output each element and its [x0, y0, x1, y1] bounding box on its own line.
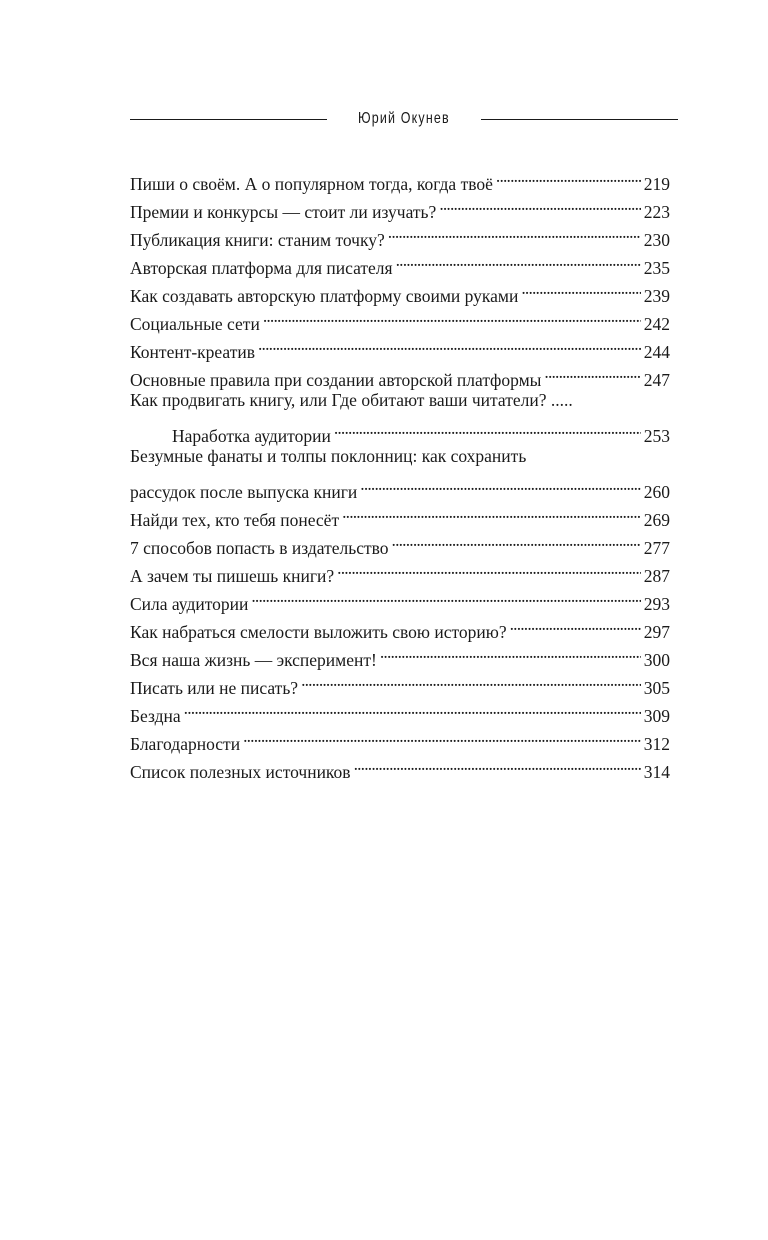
- toc-entry-title: Список полезных источников: [130, 762, 351, 782]
- dot-leader: [439, 190, 640, 218]
- dot-leader: [184, 694, 641, 722]
- running-header: [130, 104, 678, 134]
- toc-page-number: 269: [643, 510, 670, 530]
- toc-entry-title-continued: Наработка аудитории: [172, 426, 331, 446]
- toc-page-number: 309: [643, 706, 670, 726]
- toc-entry-line-2[interactable]: [130, 470, 670, 502]
- toc-entry-title: А зачем ты пишешь книги?: [130, 566, 335, 586]
- dot-leader: [396, 246, 641, 274]
- toc-page-number: 260: [643, 482, 670, 502]
- dot-leader: [510, 610, 641, 638]
- dot-leader: [301, 666, 641, 694]
- toc-entry-title: Социальные сети: [130, 314, 260, 334]
- dot-leader: [496, 162, 641, 190]
- toc-page-number: 277: [643, 538, 670, 558]
- toc-entry-title: Как набраться смелости выложить свою историю?: [130, 622, 507, 642]
- toc-entry-line-1[interactable]: [130, 386, 670, 414]
- toc-page-number: 242: [643, 314, 670, 334]
- toc-entry-title-continued: рассудок после выпуска книги: [130, 482, 358, 502]
- dot-leader: [258, 330, 641, 358]
- toc-entry-title: 7 способов попасть в издательство: [130, 538, 389, 558]
- toc-entry-line-2[interactable]: [130, 414, 670, 446]
- toc-page-number: 314: [643, 762, 670, 782]
- toc-page-number: 235: [643, 258, 670, 278]
- toc-page-number: 297: [643, 622, 670, 642]
- toc-page-number: 247: [643, 370, 670, 390]
- toc-page-number: 287: [643, 566, 670, 586]
- dot-leader: [251, 582, 640, 610]
- dot-leader: [380, 638, 641, 666]
- author-name: Юрий Окунев: [358, 110, 450, 127]
- dot-leader: [342, 498, 641, 526]
- dot-leader: [243, 722, 641, 750]
- toc-page-number: 244: [643, 342, 670, 362]
- toc-entry-title: Основные правила при создании авторской платформы: [130, 370, 542, 390]
- toc-entry-title: Писать или не писать?: [130, 678, 299, 698]
- header-rule-right: [481, 119, 678, 120]
- dot-leader: [521, 274, 640, 302]
- toc-page-number: 312: [643, 734, 670, 754]
- toc-page-number: 223: [643, 202, 670, 222]
- toc-page-number: 219: [643, 174, 670, 194]
- toc-entry-title: Благодарности: [130, 734, 241, 754]
- toc-entry-line-1[interactable]: [130, 442, 670, 470]
- toc-entry-title: Сила аудитории: [130, 594, 249, 614]
- toc-entry[interactable]: [130, 722, 670, 754]
- dot-leader: [392, 526, 641, 554]
- dot-leader: [263, 302, 641, 330]
- toc-entry-title: Как создавать авторскую платформу своими руками: [130, 286, 519, 306]
- toc-entry-title: Найди тех, кто тебя понесёт: [130, 510, 340, 530]
- header-rule-left: [130, 119, 327, 120]
- toc-page-number: 293: [643, 594, 670, 614]
- toc-page-number: 239: [643, 286, 670, 306]
- dot-leader: [388, 218, 641, 246]
- toc-page-number: 305: [643, 678, 670, 698]
- dot-leader: [334, 414, 641, 442]
- dot-leader: [354, 750, 641, 778]
- toc-entry-title: Авторская платформа для писателя: [130, 258, 393, 278]
- toc-entry-title: Вся наша жизнь — эксперимент!: [130, 650, 377, 670]
- toc-entry-title: Контент-креатив: [130, 342, 255, 362]
- toc-entry-title: Безумные фанаты и толпы поклонниц: как сохранить: [130, 446, 527, 466]
- toc-entry-title: Как продвигать книгу, или Где обитают ваши читатели? .....: [130, 390, 573, 410]
- toc-entry[interactable]: [130, 162, 670, 194]
- dot-leader: [337, 554, 641, 582]
- dot-leader: [544, 358, 640, 386]
- toc-page-number: 230: [643, 230, 670, 250]
- dot-leader: [360, 470, 640, 498]
- toc-entry-title: Пиши о своём. А о популярном тогда, когда твоё: [130, 174, 493, 194]
- toc-entry-title: Премии и конкурсы — стоит ли изучать?: [130, 202, 437, 222]
- toc-page-number: 300: [643, 650, 670, 670]
- toc-entry-title: Бездна: [130, 706, 181, 726]
- toc-page-number: 253: [643, 426, 670, 446]
- toc-entry-title: Публикация книги: станим точку?: [130, 230, 385, 250]
- toc-entry[interactable]: [130, 694, 670, 726]
- table-of-contents: [130, 162, 670, 782]
